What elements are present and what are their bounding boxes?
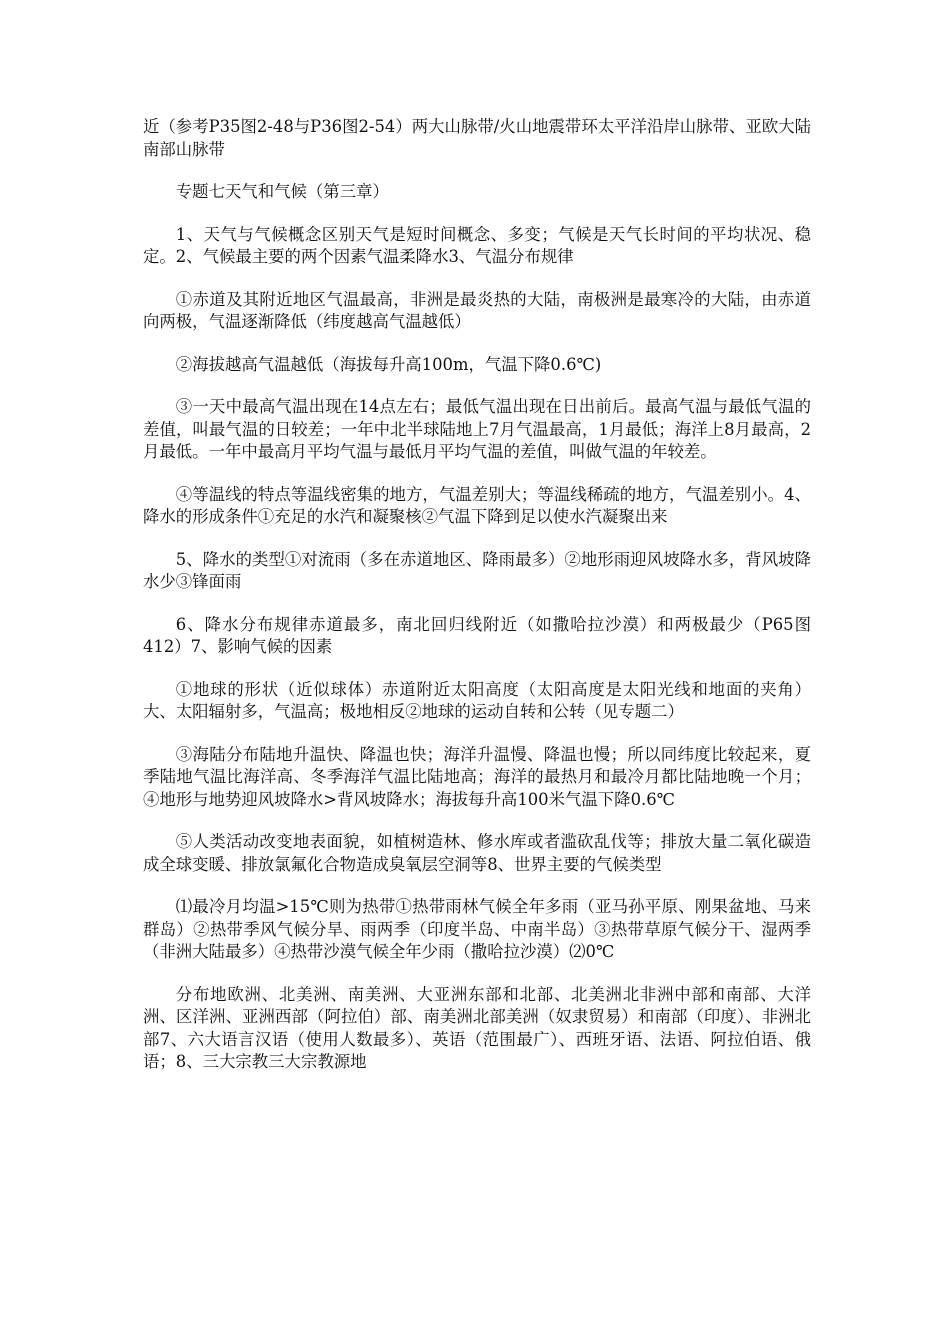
paragraph: ①地球的形状（近似球体）赤道附近太阳高度（太阳高度是太阳光线和地面的夹角）大、太阳辐射多，气温高；极地相反②地球的运动自转和公转（见专题二）	[143, 679, 811, 721]
section-heading: 专题七天气和气候（第三章）	[175, 182, 389, 201]
paragraph-continuation: 近（参考P35图2-48与P36图2-54）两大山脉带/火山地震带环太平洋沿岸山脉带、亚欧大陆南部山脉带	[143, 117, 811, 159]
paragraph: ①赤道及其附近地区气温最高，非洲是最炎热的大陆，南极洲是最寒冷的大陆，由赤道向两极，气温逐渐降低（纬度越高气温越低）	[143, 289, 811, 331]
paragraph: ⑤人类活动改变地表面貌，如植树造林、修水库或者滥砍乱伐等；排放大量二氧化碳造成全球变暖、排放氯氟化合物造成臭氧层空洞等8、世界主要的气候类型	[143, 832, 811, 874]
paragraph: 6、降水分布规律赤道最多，南北回归线附近（如撒哈拉沙漠）和两极最少（P65图412）7、影响气候的因素	[143, 614, 811, 656]
paragraph: ④等温线的特点等温线密集的地方，气温差别大；等温线稀疏的地方，气温差别小。4、降水的形成条件①充足的水汽和凝聚核②气温下降到足以使水汽凝聚出来	[143, 484, 811, 526]
paragraph: 分布地欧洲、北美洲、南美洲、大亚洲东部和北部、北美洲北非洲中部和南部、大洋洲、区洋洲、亚洲西部（阿拉伯）部、南美洲北部美洲（奴隶贸易）和南部（印度）、非洲北部7、六大语言汉语（使用人数最多）、英语（范围最广）、西班牙语、法语、阿拉伯语、俄语；8、三大宗教三大宗教源地	[143, 984, 811, 1071]
paragraph: 5、降水的类型①对流雨（多在赤道地区、降雨最多）②地形雨迎风坡降水多，背风坡降水少③锋面雨	[143, 549, 811, 591]
paragraph: 1、天气与气候概念区别天气是短时间概念、多变；气候是天气长时间的平均状况、稳定。2、气候最主要的两个因素气温柔降水3、气温分布规律	[143, 224, 811, 266]
paragraph: ⑴最冷月均温>15℃则为热带①热带雨林气候全年多雨（亚马孙平原、刚果盆地、马来群岛）②热带季风气候分旱、雨两季（印度半岛、中南半岛）③热带草原气候分干、湿两季（非洲大陆最多）④热带沙漠气候全年少雨（撒哈拉沙漠）⑵0℃	[143, 897, 811, 961]
paragraph: ③一天中最高气温出现在14点左右；最低气温出现在日出前后。最高气温与最低气温的差值，叫最气温的日较差；一年中北半球陆地上7月气温最高，1月最低；海洋上8月最高，2月最低。一年中最高月平均气温与最低月平均气温的差值，叫做气温的年较差。	[143, 397, 811, 461]
paragraph: ③海陆分布陆地升温快、降温也快；海洋升温慢、降温也慢；所以同纬度比较起来，夏季陆地气温比海洋高、冬季海洋气温比陆地高；海洋的最热月和最冷月都比陆地晚一个月；④地形与地势迎风坡降水>背风坡降水；海拔每升高100米气温下降0.6℃	[143, 744, 811, 809]
paragraph: ②海拔越高气温越低（海拔每升高100m，气温下降0.6℃)	[175, 354, 602, 374]
document-body	[143, 116, 811, 1094]
